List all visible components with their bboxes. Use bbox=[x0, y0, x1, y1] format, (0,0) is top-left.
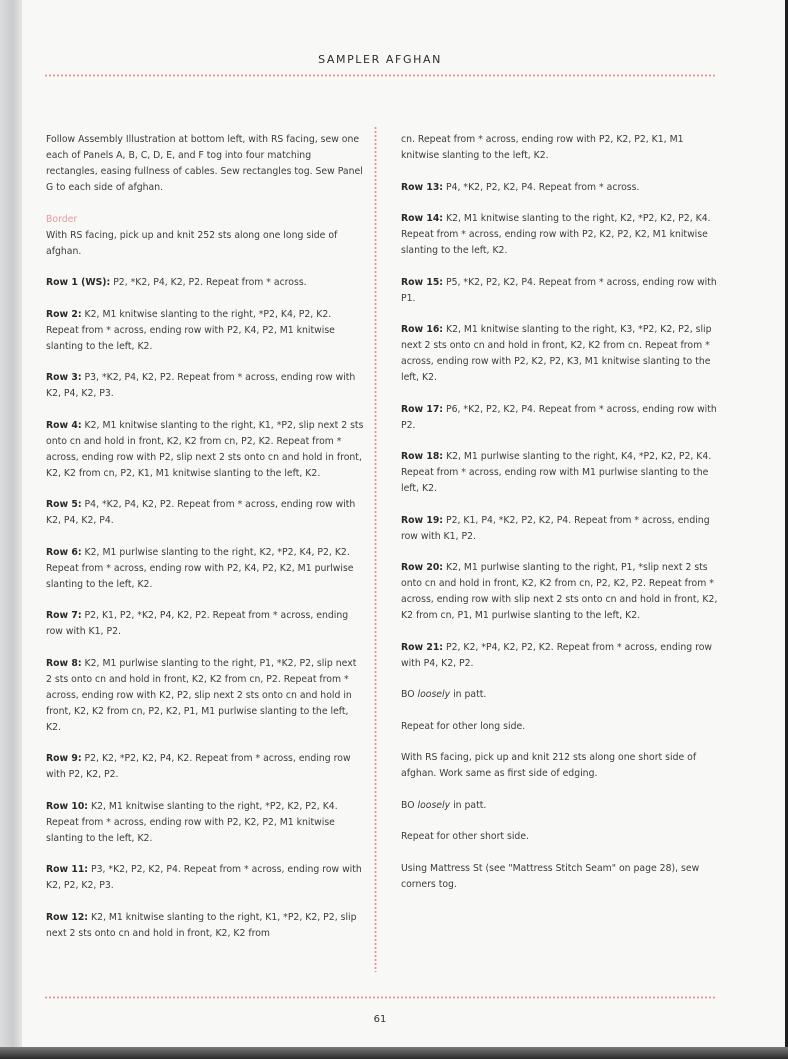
left-column bbox=[46, 132, 364, 957]
row-instruction bbox=[401, 513, 719, 545]
border-section bbox=[46, 212, 364, 260]
row-instruction bbox=[401, 275, 719, 307]
row-instruction bbox=[46, 418, 364, 482]
row-label: Row 17: bbox=[401, 403, 444, 415]
repeat-long-side: Repeat for other long side. bbox=[401, 720, 526, 732]
row-instruction bbox=[46, 370, 364, 402]
row-text: P4, *K2, P2, K2, P4. Repeat from * across. bbox=[443, 181, 640, 193]
row-continuation: cn. Repeat from * across, ending row with P2, K2, P2, K1, M1 knitwise slanting to the left, K2. bbox=[401, 134, 684, 161]
row-label: Row 7: bbox=[46, 610, 82, 621]
row-label: Row 10: bbox=[46, 800, 89, 812]
finishing-instruction: Using Mattress St (see "Mattress Stitch Seam" on page 28), sew corners tog. bbox=[401, 862, 700, 890]
row-text: K2, M1 knitwise slanting to the right, K3, *P2, K2, P2, slip next 2 sts onto cn and hold in front, K2, K2 from cn. Repeat from * across, ending row with P2, K2, P2, K3, M1 knitwise slanting to the left, K2. bbox=[401, 324, 712, 383]
row-text: K2, M1 knitwise slanting to the right, *P2, K4, P2, K2. Repeat from * across, ending row with P2, K4, P2, M1 knitwise slanting to the left, K2. bbox=[46, 308, 335, 352]
bind-off-emphasis: loosely bbox=[417, 799, 451, 811]
row-text: P2, K1, P4, *K2, P2, K2, P4. Repeat from * across, ending row with K1, P2. bbox=[401, 514, 710, 542]
bind-off-emphasis: loosely bbox=[417, 689, 451, 700]
row-instruction bbox=[401, 322, 719, 386]
row-text: K2, M1 knitwise slanting to the right, *P2, K2, P2, K4. Repeat from * across, ending row with P2, K2, P2, M1 knitwise slanting to the left, K2. bbox=[46, 800, 338, 844]
row-label: Row 6: bbox=[46, 546, 82, 558]
left-rows bbox=[46, 275, 364, 942]
row-label: Row 8: bbox=[46, 657, 82, 669]
row-label: Row 5: bbox=[46, 499, 82, 510]
row-text: P5, *K2, P2, K2, P4. Repeat from * across, ending row with P1. bbox=[401, 276, 717, 304]
row-instruction bbox=[46, 307, 364, 355]
row-label: Row 11: bbox=[46, 864, 89, 875]
row-label: Row 14: bbox=[401, 213, 444, 224]
scan-edge-left bbox=[0, 0, 22, 1059]
page-header: SAMPLER AFGHAN bbox=[318, 53, 442, 66]
row-instruction bbox=[401, 449, 719, 497]
row-text: P2, K2, *P4, K2, P2, K2. Repeat from * across, ending row with P4, K2, P2. bbox=[401, 641, 713, 669]
repeat-short-side: Repeat for other short side. bbox=[401, 831, 529, 842]
row-text: K2, M1 purlwise slanting to the right, P1, *slip next 2 sts onto cn and hold in front, K2, K2 from cn, P2, K2, P2. Repeat from * across, ending row with slip next 2 sts onto cn and hold in front, K2, K2 from cn, P1, M1 purlwise slanting to the left, K2. bbox=[401, 562, 718, 621]
row-text: K2, M1 purlwise slanting to the right, K4, *P2, K2, P2, K4. Repeat from * across, ending row with M1 purlwise slanting to the left, K2. bbox=[401, 451, 712, 494]
row-text: K2, M1 knitwise slanting to the right, K2, *P2, K2, P2, K4. Repeat from * across, ending row with P2, K2, P2, K2, M1 knitwise slanting to the left, K2. bbox=[401, 213, 711, 256]
right-column bbox=[401, 132, 719, 908]
row-label: Row 12: bbox=[46, 911, 89, 923]
row-text: P3, *K2, P4, K2, P2. Repeat from * across, ending row with K2, P4, K2, P3. bbox=[46, 372, 356, 399]
row-instruction bbox=[46, 751, 364, 783]
row-instruction bbox=[46, 862, 364, 894]
row-label: Row 1 (WS): bbox=[46, 277, 111, 288]
bind-off-suffix: in patt. bbox=[450, 799, 487, 811]
row-label: Row 18: bbox=[401, 451, 444, 462]
row-instruction bbox=[401, 180, 719, 196]
row-instruction bbox=[46, 910, 364, 942]
row-instruction bbox=[401, 640, 719, 672]
bottom-dotted-rule bbox=[44, 996, 716, 999]
row-text: K2, M1 knitwise slanting to the right, K1, *P2, slip next 2 sts onto cn and hold in front, K2, K2 from cn, P2, K2. Repeat from * across, ending row with P2, slip next 2 sts onto cn and hold in front, K2, K2 from cn, P2, K1, M1 knitwise slanting to the left, K2. bbox=[46, 419, 364, 479]
row-text: P4, *K2, P4, K2, P2. Repeat from * across, ending row with K2, P4, K2, P4. bbox=[46, 499, 356, 526]
bind-off-instruction bbox=[401, 687, 719, 703]
bind-off-instruction bbox=[401, 798, 719, 814]
row-text: P2, *K2, P4, K2, P2. Repeat from * across. bbox=[110, 277, 307, 288]
row-label: Row 3: bbox=[46, 372, 82, 383]
row-text: P3, *K2, P2, K2, P4. Repeat from * across, ending row with K2, P2, K2, P3. bbox=[46, 864, 362, 891]
short-side-instruction: With RS facing, pick up and knit 212 sts along one short side of afghan. Work same as first side of edging. bbox=[401, 752, 697, 779]
assembly-paragraph: Follow Assembly Illustration at bottom left, with RS facing, sew one each of Panels A, B, C, D, E, and F tog into four matching rectangles, easing fullness of cables. Sew rectangles tog. Sew Panel G to each side of afghan. bbox=[46, 134, 363, 193]
row-instruction bbox=[401, 402, 719, 434]
row-label: Row 4: bbox=[46, 419, 82, 431]
page-number: 61 bbox=[373, 1014, 387, 1025]
row-instruction bbox=[401, 211, 719, 259]
row-text: K2, M1 knitwise slanting to the right, K1, *P2, K2, P2, slip next 2 sts onto cn and hold in front, K2, K2 from bbox=[46, 911, 357, 939]
bind-off-prefix: BO bbox=[401, 799, 418, 811]
row-text: K2, M1 purlwise slanting to the right, K2, *P2, K4, P2, K2. Repeat from * across, ending row with P2, K4, P2, K2, M1 purlwise slanting to the left, K2. bbox=[46, 546, 354, 590]
bind-off-prefix: BO bbox=[401, 689, 418, 700]
row-instruction bbox=[46, 608, 364, 640]
row-label: Row 15: bbox=[401, 276, 444, 288]
row-text: P2, K2, *P2, K2, P4, K2. Repeat from * across, ending row with P2, K2, P2. bbox=[46, 753, 351, 780]
row-label: Row 21: bbox=[401, 641, 444, 653]
row-label: Row 2: bbox=[46, 308, 82, 320]
row-label: Row 16: bbox=[401, 324, 444, 335]
row-text: K2, M1 purlwise slanting to the right, P1, *K2, P2, slip next 2 sts onto cn and hold in front, K2, K2 from cn, P2. Repeat from * across, ending row with K2, P2, slip next 2 sts onto cn and hold in front, K2, K2 from cn, P2, K2, P1, M1 purlwise slanting to the left, K2. bbox=[46, 657, 357, 733]
column-divider bbox=[374, 126, 377, 972]
row-instruction bbox=[46, 656, 364, 736]
row-label: Row 13: bbox=[401, 181, 444, 193]
row-instruction bbox=[401, 560, 719, 624]
row-label: Row 20: bbox=[401, 562, 444, 573]
row-label: Row 19: bbox=[401, 514, 444, 526]
top-dotted-rule bbox=[44, 74, 716, 77]
section-title-border: Border bbox=[46, 213, 78, 225]
row-instruction bbox=[46, 545, 364, 593]
bind-off-suffix: in patt. bbox=[450, 689, 487, 700]
row-instruction bbox=[46, 497, 364, 529]
border-intro: With RS facing, pick up and knit 252 sts along one long side of afghan. bbox=[46, 229, 338, 257]
row-text: P6, *K2, P2, K2, P4. Repeat from * across, ending row with P2. bbox=[401, 403, 717, 431]
scan-edge-bottom bbox=[0, 1047, 788, 1059]
row-text: P2, K1, P2, *K2, P4, K2, P2. Repeat from * across, ending row with K1, P2. bbox=[46, 610, 349, 637]
row-instruction bbox=[46, 799, 364, 847]
row-instruction bbox=[46, 275, 364, 291]
row-label: Row 9: bbox=[46, 753, 82, 764]
